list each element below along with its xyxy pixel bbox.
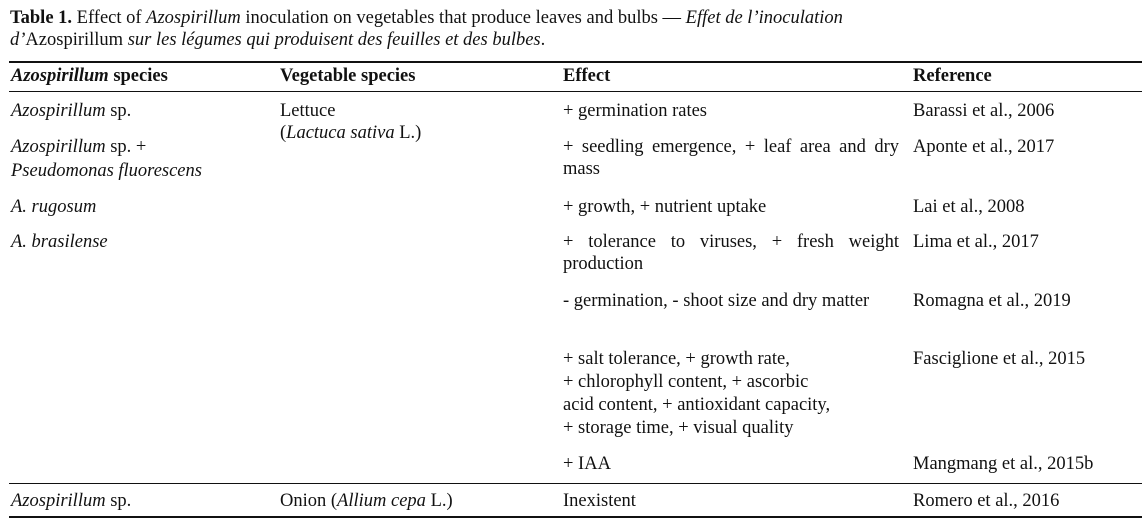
vegetable-common: Onion ( xyxy=(280,491,338,511)
caption-end: . xyxy=(540,30,546,50)
table-cell-effect: + IAA xyxy=(563,454,611,474)
table-cell-effect: + growth, + nutrient uptake xyxy=(563,197,767,217)
table-cell-effect: + germination rates xyxy=(563,101,707,121)
header-species-genus: Azospirillum xyxy=(11,66,109,86)
table-cell-effect: Inexistent xyxy=(563,491,636,511)
caption-text: Effect of xyxy=(72,8,147,28)
species-genus: Azospirillum xyxy=(11,101,106,121)
table-cell-effect-line: + salt tolerance, + growth rate, xyxy=(563,349,790,369)
species-suffix: sp. xyxy=(105,101,132,121)
latin-suffix: L.) xyxy=(425,491,453,511)
table-cell-vegetable-latin xyxy=(280,122,421,144)
table-cell-effect: + seedling emergence, + leaf area and dry mass xyxy=(563,137,899,179)
table-cell-species xyxy=(11,490,131,512)
table-cell-reference: Barassi et al., 2006 xyxy=(913,101,1055,121)
species-genus: Azospirillum xyxy=(11,491,106,511)
latin-name: Lactuca sativa xyxy=(286,123,395,143)
table-cell-effect-line: + chlorophyll content, + ascorbic xyxy=(563,372,809,392)
table-cell-species xyxy=(11,136,146,158)
species-suffix: sp. + xyxy=(105,137,147,157)
caption-french-title: Effet de l’inoculation xyxy=(685,8,843,28)
table-cell-vegetable xyxy=(280,490,453,512)
header-species xyxy=(11,65,168,87)
table-cell-reference: Aponte et al., 2017 xyxy=(913,137,1055,157)
table-bottom-rule xyxy=(9,516,1142,518)
section-rule xyxy=(9,483,1142,484)
table-cell-effect-line: + storage time, + visual quality xyxy=(563,418,794,438)
table-cell-species: A. rugosum xyxy=(11,197,97,217)
species-suffix: sp. xyxy=(105,491,132,511)
header-effect: Effect xyxy=(563,66,611,86)
header-species-label: species xyxy=(108,66,168,86)
latin-suffix: L.) xyxy=(394,123,422,143)
table-cell-species xyxy=(11,100,131,122)
paren: ( xyxy=(280,123,287,143)
table-cell-species: A. brasilense xyxy=(11,232,108,252)
table-cell-reference: Fasciglione et al., 2015 xyxy=(913,349,1086,369)
table-cell-reference: Lai et al., 2008 xyxy=(913,197,1025,217)
species-genus: Azospirillum xyxy=(11,137,106,157)
table-cell-species-second: Pseudomonas fluorescens xyxy=(11,161,202,181)
table-cell-reference: Romero et al., 2016 xyxy=(913,491,1060,511)
header-rule xyxy=(9,91,1142,92)
caption-label: Table 1. xyxy=(10,8,73,28)
latin-name: Allium cepa xyxy=(337,491,426,511)
header-vegetable: Vegetable species xyxy=(280,66,416,86)
caption-genus: Azospirillum xyxy=(146,8,241,28)
table-cell-reference: Lima et al., 2017 xyxy=(913,232,1039,252)
table-cell-effect-line: acid content, + antioxidant capacity, xyxy=(563,395,831,415)
caption-french-genus: Azospirillum xyxy=(25,30,124,50)
table-top-rule xyxy=(9,61,1142,63)
table-cell-effect: - germination, - shoot size and dry matter xyxy=(563,291,870,311)
caption-french-title-rest: sur les légumes qui produisent des feuilles et des bulbes xyxy=(123,30,541,50)
table-cell-vegetable: Lettuce xyxy=(280,101,336,121)
header-reference: Reference xyxy=(913,66,992,86)
table-caption xyxy=(10,7,1140,51)
table-cell-reference: Romagna et al., 2019 xyxy=(913,291,1071,311)
caption-text: inoculation on vegetables that produce leaves and bulbs — xyxy=(240,8,686,28)
caption-french-prefix: d’ xyxy=(10,30,26,50)
table-cell-reference: Mangmang et al., 2015b xyxy=(913,454,1094,474)
table-cell-effect: + tolerance to viruses, + fresh weight production xyxy=(563,232,899,274)
